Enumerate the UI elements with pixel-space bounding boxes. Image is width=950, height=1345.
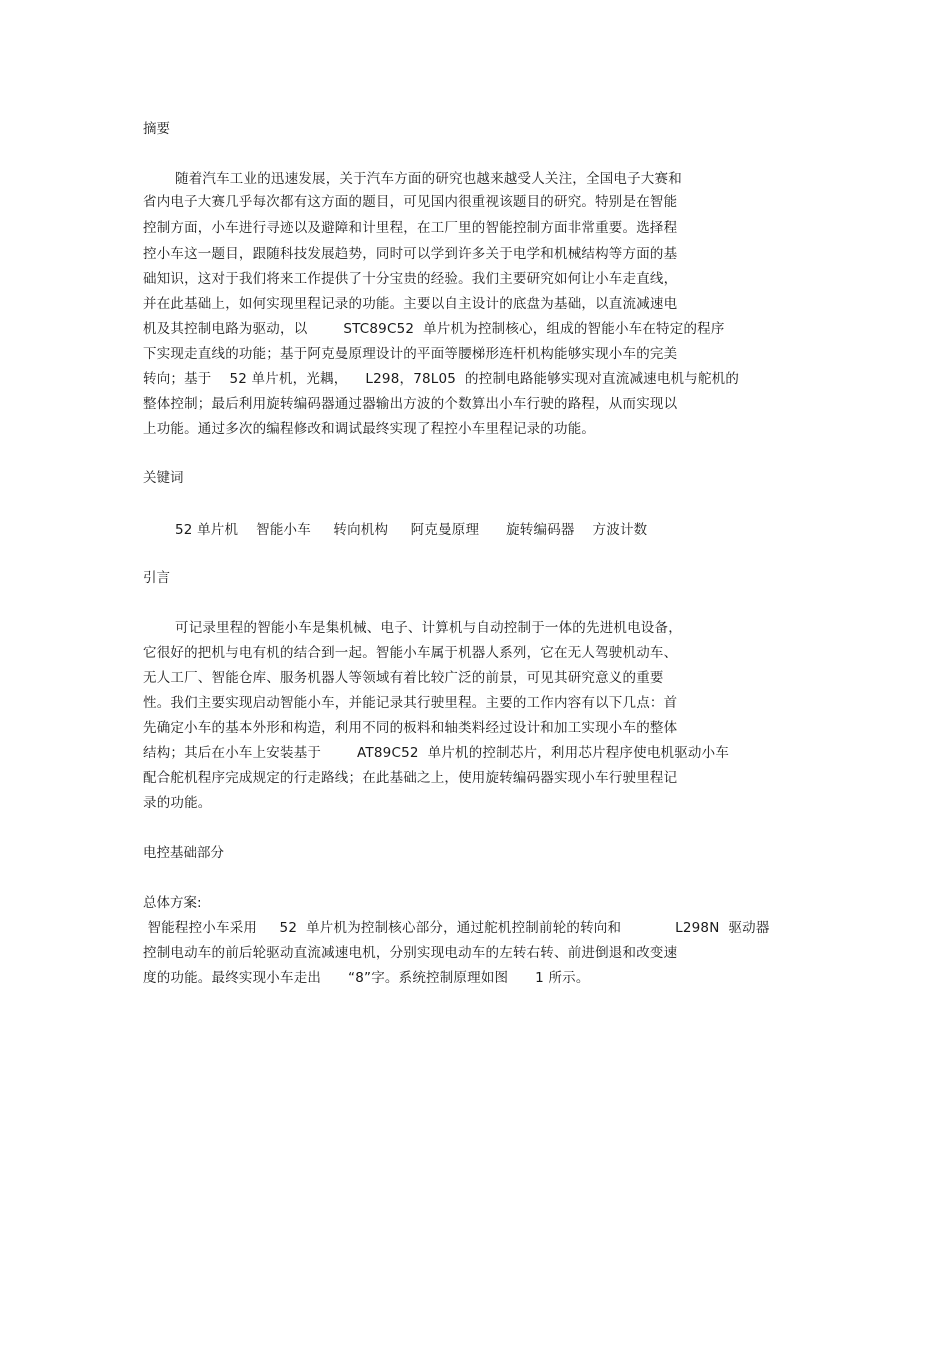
abstract-line: 上功能。通过多次的编程修改和调试最终实现了程控小车里程记录的功能。: [143, 421, 596, 437]
intro-line: 无人工厂、智能仓库、服务机器人等领域有着比较广泛的前景，可见其研究意义的重要: [143, 670, 664, 686]
abstract-line: 省内电子大赛几乎每次都有这方面的题目，可见国内很重视该题目的研究。特别是在智能: [143, 194, 678, 210]
control-line: 智能程控小车采用 52 单片机为控制核心部分，通过舵机控制前轮的转向和 L298N 驱动器: [143, 920, 770, 936]
intro-heading: 引言: [143, 570, 170, 586]
abstract-line: 机及其控制电路为驱动，以 STC89C52 单片机为控制核心，组成的智能小车在特定的程序: [143, 321, 725, 337]
abstract-line: 转向；基于 52 单片机，光耦， L298，78L05 的控制电路能够实现对直流减速电机与舵机的: [143, 371, 740, 387]
control-subheading: 总体方案:: [143, 895, 202, 911]
intro-line: 配合舵机程序完成规定的行走路线；在此基础之上，使用旋转编码器实现小车行驶里程记: [143, 770, 678, 786]
control-line: 度的功能。最终实现小车走出 “8”字。系统控制原理如图 1 所示。: [143, 970, 590, 986]
abstract-heading: 摘要: [143, 121, 170, 137]
intro-line: 结构；其后在小车上安装基于 AT89C52 单片机的控制芯片，利用芯片程序使电机驱动小车: [143, 745, 730, 761]
abstract-line: 并在此基础上，如何实现里程记录的功能。主要以自主设计的底盘为基础，以直流减速电: [143, 296, 678, 312]
intro-line: 可记录里程的智能小车是集机械、电子、计算机与自动控制于一体的先进机电设备，: [175, 620, 682, 636]
abstract-line: 控制方面，小车进行寻迹以及避障和计里程，在工厂里的智能控制方面非常重要。选择程: [143, 220, 678, 236]
intro-line: 录的功能。: [143, 795, 212, 811]
keywords-heading: 关键词: [143, 470, 184, 486]
abstract-line: 下实现走直线的功能；基于阿克曼原理设计的平面等腰梯形连杆机构能够实现小车的完美: [143, 346, 678, 362]
keywords-list: 52 单片机 智能小车 转向机构 阿克曼原理 旋转编码器 方波计数: [175, 522, 648, 538]
abstract-line: 整体控制；最后利用旋转编码器通过器输出方波的个数算出小车行驶的路程，从而实现以: [143, 396, 678, 412]
intro-line: 先确定小车的基本外形和构造，利用不同的板料和轴类料经过设计和加工实现小车的整体: [143, 720, 678, 736]
abstract-line: 础知识，这对于我们将来工作提供了十分宝贵的经验。我们主要研究如何让小车走直线，: [143, 271, 678, 287]
intro-line: 它很好的把机与电有机的结合到一起。智能小车属于机器人系列，它在无人驾驶机动车、: [143, 645, 678, 661]
control-heading: 电控基础部分: [143, 845, 224, 861]
abstract-line: 控小车这一题目，跟随科技发展趋势，同时可以学到许多关于电学和机械结构等方面的基: [143, 246, 678, 262]
control-line: 控制电动车的前后轮驱动直流减速电机，分别实现电动车的左转右转、前进倒退和改变速: [143, 945, 678, 961]
intro-line: 性。我们主要实现启动智能小车，并能记录其行驶里程。主要的工作内容有以下几点：首: [143, 695, 678, 711]
abstract-line: 随着汽车工业的迅速发展，关于汽车方面的研究也越来越受人关注，全国电子大赛和: [175, 171, 682, 187]
